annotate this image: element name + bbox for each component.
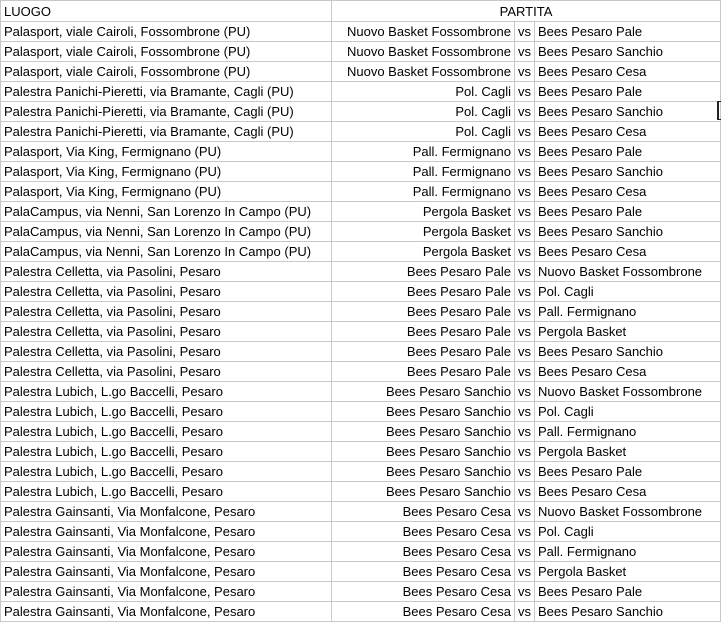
- table-row: [1, 402, 721, 422]
- table-row: [1, 342, 721, 362]
- home-team-cell[interactable]: Bees Pesaro Sanchio: [332, 422, 515, 442]
- active-cell-indicator: [717, 101, 721, 120]
- vs-cell[interactable]: vs: [515, 142, 535, 162]
- table-row: [1, 422, 721, 442]
- home-team-cell[interactable]: Nuovo Basket Fossombrone: [332, 62, 515, 82]
- luogo-cell[interactable]: Palasport, Via King, Fermignano (PU): [1, 142, 332, 162]
- away-team-cell[interactable]: Bees Pesaro Cesa: [535, 122, 721, 142]
- home-team-cell[interactable]: Bees Pesaro Pale: [332, 262, 515, 282]
- away-team-cell[interactable]: Pergola Basket: [535, 322, 721, 342]
- table-row: [1, 602, 721, 622]
- vs-cell[interactable]: vs: [515, 382, 535, 402]
- vs-cell[interactable]: vs: [515, 602, 535, 622]
- luogo-cell[interactable]: Palestra Lubich, L.go Baccelli, Pesaro: [1, 482, 332, 502]
- luogo-cell[interactable]: Palestra Lubich, L.go Baccelli, Pesaro: [1, 442, 332, 462]
- away-team-cell[interactable]: Bees Pesaro Sanchio: [535, 222, 721, 242]
- away-team-cell[interactable]: Bees Pesaro Sanchio: [535, 42, 721, 62]
- away-team-cell[interactable]: Bees Pesaro Cesa: [535, 62, 721, 82]
- vs-cell[interactable]: vs: [515, 42, 535, 62]
- luogo-cell[interactable]: Palasport, Via King, Fermignano (PU): [1, 162, 332, 182]
- luogo-cell[interactable]: Palestra Lubich, L.go Baccelli, Pesaro: [1, 382, 332, 402]
- away-team-cell[interactable]: Nuovo Basket Fossombrone: [535, 502, 721, 522]
- luogo-cell[interactable]: Palestra Gainsanti, Via Monfalcone, Pesaro: [1, 522, 332, 542]
- table-row: [1, 302, 721, 322]
- table-row: [1, 502, 721, 522]
- table-row: [1, 182, 721, 202]
- luogo-cell[interactable]: Palasport, viale Cairoli, Fossombrone (PU): [1, 62, 332, 82]
- luogo-cell[interactable]: Palestra Panichi-Pieretti, via Bramante, Cagli (PU): [1, 82, 332, 102]
- away-team-cell[interactable]: Bees Pesaro Pale: [535, 22, 721, 42]
- table-row: [1, 262, 721, 282]
- header-row: [1, 1, 721, 22]
- vs-cell[interactable]: vs: [515, 102, 535, 122]
- vs-cell[interactable]: vs: [515, 242, 535, 262]
- luogo-cell[interactable]: Palasport, viale Cairoli, Fossombrone (PU): [1, 22, 332, 42]
- luogo-cell[interactable]: Palestra Gainsanti, Via Monfalcone, Pesaro: [1, 582, 332, 602]
- home-team-cell[interactable]: Pall. Fermignano: [332, 182, 515, 202]
- vs-cell[interactable]: vs: [515, 82, 535, 102]
- away-team-cell[interactable]: Pergola Basket: [535, 442, 721, 462]
- sheet-body: [1, 1, 721, 622]
- away-team-cell[interactable]: Bees Pesaro Sanchio: [535, 102, 721, 122]
- away-team-cell[interactable]: Bees Pesaro Cesa: [535, 482, 721, 502]
- home-team-cell[interactable]: Bees Pesaro Pale: [332, 342, 515, 362]
- table-row: [1, 82, 721, 102]
- vs-cell[interactable]: vs: [515, 542, 535, 562]
- table-row: [1, 282, 721, 302]
- home-team-cell[interactable]: Pol. Cagli: [332, 122, 515, 142]
- vs-cell[interactable]: vs: [515, 322, 535, 342]
- home-team-cell[interactable]: Bees Pesaro Sanchio: [332, 462, 515, 482]
- home-team-cell[interactable]: Nuovo Basket Fossombrone: [332, 42, 515, 62]
- away-team-cell[interactable]: Pergola Basket: [535, 562, 721, 582]
- home-team-cell[interactable]: Nuovo Basket Fossombrone: [332, 22, 515, 42]
- table-row: [1, 162, 721, 182]
- home-team-cell[interactable]: Bees Pesaro Sanchio: [332, 482, 515, 502]
- away-team-cell[interactable]: Bees Pesaro Pale: [535, 582, 721, 602]
- table-row: [1, 562, 721, 582]
- vs-cell[interactable]: vs: [515, 462, 535, 482]
- home-team-cell[interactable]: Pol. Cagli: [332, 82, 515, 102]
- table-row: [1, 202, 721, 222]
- luogo-cell[interactable]: Palestra Celletta, via Pasolini, Pesaro: [1, 362, 332, 382]
- luogo-cell[interactable]: PalaCampus, via Nenni, San Lorenzo In Campo (PU): [1, 202, 332, 222]
- luogo-cell[interactable]: Palestra Celletta, via Pasolini, Pesaro: [1, 342, 332, 362]
- luogo-cell[interactable]: PalaCampus, via Nenni, San Lorenzo In Campo (PU): [1, 242, 332, 262]
- table-row: [1, 42, 721, 62]
- header-cell-partita[interactable]: PARTITA: [332, 1, 721, 22]
- vs-cell[interactable]: vs: [515, 362, 535, 382]
- vs-cell[interactable]: vs: [515, 222, 535, 242]
- table-row: [1, 482, 721, 502]
- away-team-cell[interactable]: Pall. Fermignano: [535, 542, 721, 562]
- home-team-cell[interactable]: Pall. Fermignano: [332, 162, 515, 182]
- vs-cell[interactable]: vs: [515, 282, 535, 302]
- away-team-cell[interactable]: Pall. Fermignano: [535, 422, 721, 442]
- home-team-cell[interactable]: Bees Pesaro Cesa: [332, 602, 515, 622]
- vs-cell[interactable]: vs: [515, 62, 535, 82]
- luogo-cell[interactable]: Palasport, Via King, Fermignano (PU): [1, 182, 332, 202]
- table-row: [1, 102, 721, 122]
- luogo-cell[interactable]: Palestra Celletta, via Pasolini, Pesaro: [1, 262, 332, 282]
- table-row: [1, 462, 721, 482]
- table-row: [1, 62, 721, 82]
- home-team-cell[interactable]: Bees Pesaro Cesa: [332, 502, 515, 522]
- luogo-cell[interactable]: Palestra Lubich, L.go Baccelli, Pesaro: [1, 462, 332, 482]
- table-row: [1, 22, 721, 42]
- table-row: [1, 382, 721, 402]
- vs-cell[interactable]: vs: [515, 202, 535, 222]
- home-team-cell[interactable]: Pall. Fermignano: [332, 142, 515, 162]
- home-team-cell[interactable]: Bees Pesaro Sanchio: [332, 402, 515, 422]
- home-team-cell[interactable]: Bees Pesaro Pale: [332, 282, 515, 302]
- away-team-cell[interactable]: Nuovo Basket Fossombrone: [535, 382, 721, 402]
- table-row: [1, 442, 721, 462]
- luogo-cell[interactable]: Palestra Lubich, L.go Baccelli, Pesaro: [1, 402, 332, 422]
- luogo-cell[interactable]: Palestra Gainsanti, Via Monfalcone, Pesaro: [1, 542, 332, 562]
- vs-cell[interactable]: vs: [515, 562, 535, 582]
- home-team-cell[interactable]: Pergola Basket: [332, 222, 515, 242]
- away-team-cell[interactable]: Bees Pesaro Sanchio: [535, 602, 721, 622]
- away-team-cell[interactable]: Bees Pesaro Pale: [535, 462, 721, 482]
- vs-cell[interactable]: vs: [515, 422, 535, 442]
- vs-cell[interactable]: vs: [515, 342, 535, 362]
- luogo-cell[interactable]: Palestra Gainsanti, Via Monfalcone, Pesaro: [1, 602, 332, 622]
- table-row: [1, 582, 721, 602]
- luogo-cell[interactable]: Palestra Panichi-Pieretti, via Bramante, Cagli (PU): [1, 122, 332, 142]
- vs-cell[interactable]: vs: [515, 502, 535, 522]
- away-team-cell[interactable]: Nuovo Basket Fossombrone: [535, 262, 721, 282]
- away-team-cell[interactable]: Pall. Fermignano: [535, 302, 721, 322]
- away-team-cell[interactable]: Bees Pesaro Pale: [535, 142, 721, 162]
- away-team-cell[interactable]: Pol. Cagli: [535, 282, 721, 302]
- home-team-cell[interactable]: Bees Pesaro Cesa: [332, 582, 515, 602]
- home-team-cell[interactable]: Bees Pesaro Cesa: [332, 562, 515, 582]
- home-team-cell[interactable]: Bees Pesaro Cesa: [332, 542, 515, 562]
- vs-cell[interactable]: vs: [515, 182, 535, 202]
- header-cell-luogo[interactable]: LUOGO: [1, 1, 332, 22]
- luogo-cell[interactable]: Palestra Lubich, L.go Baccelli, Pesaro: [1, 422, 332, 442]
- luogo-cell[interactable]: Palestra Gainsanti, Via Monfalcone, Pesaro: [1, 502, 332, 522]
- vs-cell[interactable]: vs: [515, 302, 535, 322]
- table-row: [1, 322, 721, 342]
- away-team-cell[interactable]: Bees Pesaro Pale: [535, 82, 721, 102]
- vs-cell[interactable]: vs: [515, 582, 535, 602]
- vs-cell[interactable]: vs: [515, 442, 535, 462]
- vs-cell[interactable]: vs: [515, 402, 535, 422]
- home-team-cell[interactable]: Bees Pesaro Sanchio: [332, 442, 515, 462]
- luogo-cell[interactable]: PalaCampus, via Nenni, San Lorenzo In Campo (PU): [1, 222, 332, 242]
- away-team-cell[interactable]: Bees Pesaro Cesa: [535, 362, 721, 382]
- home-team-cell[interactable]: Bees Pesaro Pale: [332, 302, 515, 322]
- away-team-cell[interactable]: Bees Pesaro Sanchio: [535, 162, 721, 182]
- home-team-cell[interactable]: Bees Pesaro Pale: [332, 362, 515, 382]
- home-team-cell[interactable]: Pol. Cagli: [332, 102, 515, 122]
- away-team-cell[interactable]: Pol. Cagli: [535, 522, 721, 542]
- vs-cell[interactable]: vs: [515, 122, 535, 142]
- vs-cell[interactable]: vs: [515, 162, 535, 182]
- home-team-cell[interactable]: Bees Pesaro Cesa: [332, 522, 515, 542]
- home-team-cell[interactable]: Pergola Basket: [332, 202, 515, 222]
- table-row: [1, 222, 721, 242]
- home-team-cell[interactable]: Bees Pesaro Sanchio: [332, 382, 515, 402]
- luogo-cell[interactable]: Palestra Celletta, via Pasolini, Pesaro: [1, 282, 332, 302]
- away-team-cell[interactable]: Pol. Cagli: [535, 402, 721, 422]
- luogo-cell[interactable]: Palestra Panichi-Pieretti, via Bramante, Cagli (PU): [1, 102, 332, 122]
- vs-cell[interactable]: vs: [515, 482, 535, 502]
- home-team-cell[interactable]: Pergola Basket: [332, 242, 515, 262]
- away-team-cell[interactable]: Bees Pesaro Sanchio: [535, 342, 721, 362]
- home-team-cell[interactable]: Bees Pesaro Pale: [332, 322, 515, 342]
- vs-cell[interactable]: vs: [515, 522, 535, 542]
- away-team-cell[interactable]: Bees Pesaro Cesa: [535, 182, 721, 202]
- table-row: [1, 522, 721, 542]
- luogo-cell[interactable]: Palestra Celletta, via Pasolini, Pesaro: [1, 302, 332, 322]
- vs-cell[interactable]: vs: [515, 262, 535, 282]
- table-row: [1, 242, 721, 262]
- luogo-cell[interactable]: Palasport, viale Cairoli, Fossombrone (PU): [1, 42, 332, 62]
- away-team-cell[interactable]: Bees Pesaro Cesa: [535, 242, 721, 262]
- luogo-cell[interactable]: Palestra Gainsanti, Via Monfalcone, Pesaro: [1, 562, 332, 582]
- vs-cell[interactable]: vs: [515, 22, 535, 42]
- table-row: [1, 362, 721, 382]
- away-team-cell[interactable]: Bees Pesaro Pale: [535, 202, 721, 222]
- table-row: [1, 122, 721, 142]
- table-row: [1, 542, 721, 562]
- table-row: [1, 142, 721, 162]
- luogo-cell[interactable]: Palestra Celletta, via Pasolini, Pesaro: [1, 322, 332, 342]
